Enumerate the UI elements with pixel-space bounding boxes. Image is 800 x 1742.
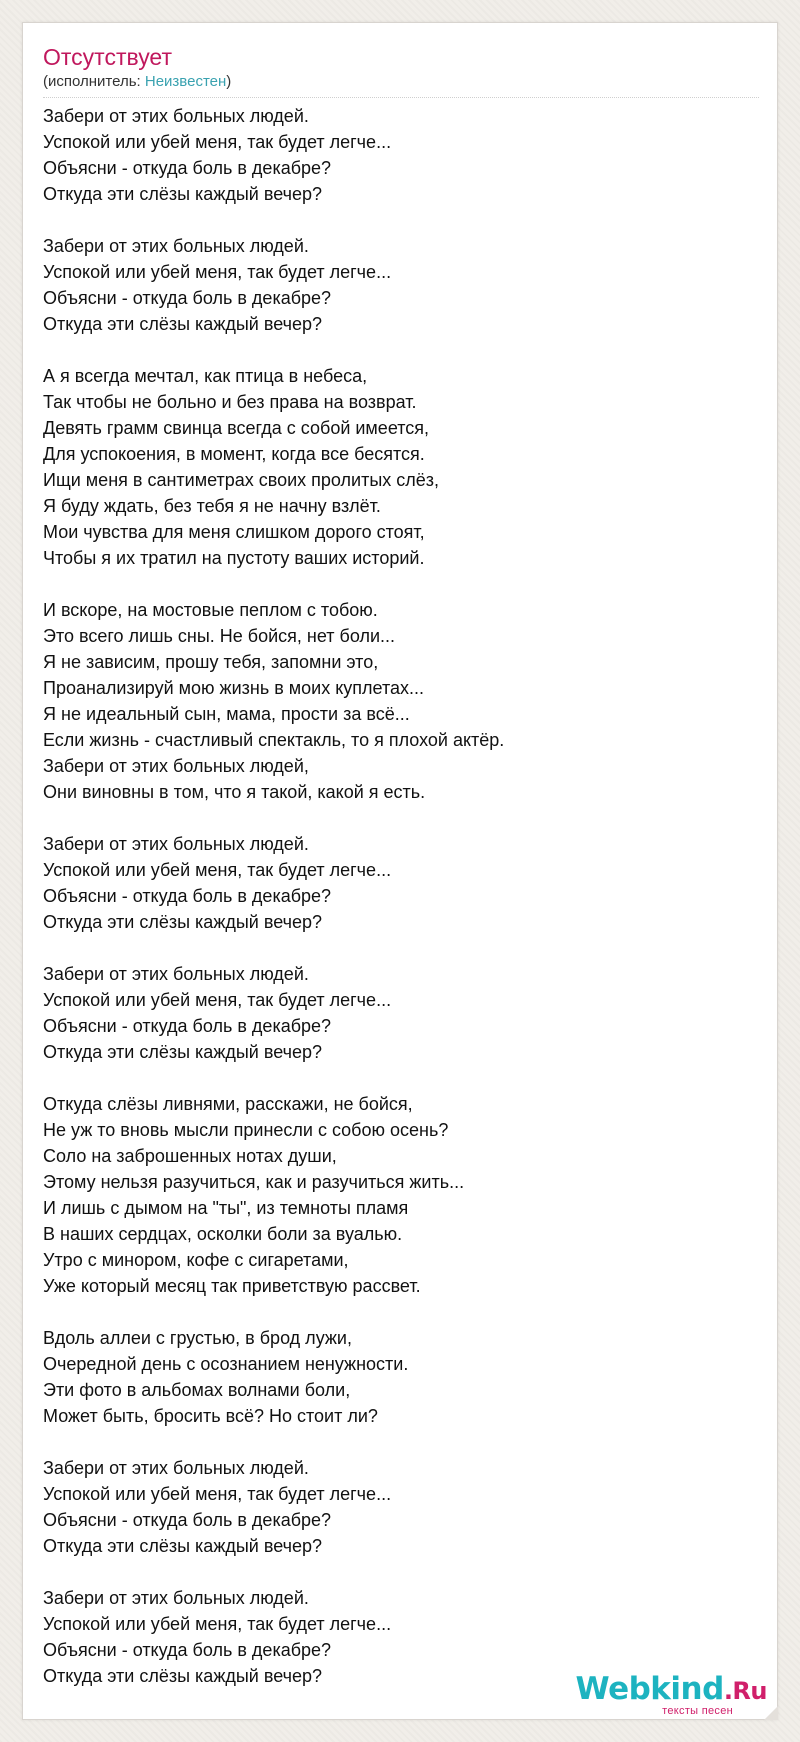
lyrics-line: Объясни - откуда боль в декабре? <box>43 1640 332 1660</box>
lyrics-line: Успокой или убей меня, так будет легче... <box>43 132 392 152</box>
lyrics-line: Забери от этих больных людей. <box>43 236 309 256</box>
lyrics-line: Объясни - откуда боль в декабре? <box>43 1510 332 1530</box>
lyrics-line: Проанализируй мою жизнь в моих куплетах... <box>43 678 425 698</box>
lyrics-line: В наших сердцах, осколки боли за вуалью. <box>43 1224 403 1244</box>
lyrics-line: А я всегда мечтал, как птица в небеса, <box>43 366 368 386</box>
artist-link[interactable]: Неизвестен <box>144 73 227 90</box>
lyrics-line: Забери от этих больных людей. <box>43 1588 309 1608</box>
lyrics-line: Эти фото в альбомах волнами боли, <box>43 1380 351 1400</box>
artist-suffix: ) <box>226 73 232 90</box>
lyrics-line: Я буду ждать, без тебя я не начну взлёт. <box>43 496 381 516</box>
lyrics-line: Уже который месяц так приветствую рассвет. <box>43 1276 421 1296</box>
lyrics-line: Не уж то вновь мысли принесли с собою осень? <box>43 1120 449 1140</box>
lyrics-line: Для успокоения, в момент, когда все бесятся. <box>43 444 425 464</box>
lyrics-line: Откуда эти слёзы каждый вечер? <box>43 1042 323 1062</box>
lyrics-text <box>43 103 759 1715</box>
lyrics-line: Соло на заброшенных нотах души, <box>43 1146 337 1166</box>
lyrics-stanza <box>43 831 759 935</box>
lyrics-line: Забери от этих больных людей. <box>43 106 309 126</box>
lyrics-line: Очередной день с осознанием ненужности. <box>43 1354 409 1374</box>
lyrics-stanza <box>43 597 759 805</box>
lyrics-line: Откуда эти слёзы каждый вечер? <box>43 314 323 334</box>
logo-subtitle: тексты песен <box>662 1705 733 1717</box>
lyrics-line: Объясни - откуда боль в декабре? <box>43 886 332 906</box>
lyrics-line: Если жизнь - счастливый спектакль, то я плохой актёр. <box>43 730 505 750</box>
lyrics-line: Успокой или убей меня, так будет легче... <box>43 262 392 282</box>
artist-line <box>43 73 231 91</box>
lyrics-line: Девять грамм свинца всегда с собой имеется, <box>43 418 430 438</box>
lyrics-stanza <box>43 961 759 1065</box>
lyrics-line: Откуда эти слёзы каждый вечер? <box>43 1666 323 1686</box>
lyrics-line: Откуда эти слёзы каждый вечер? <box>43 1536 323 1556</box>
lyrics-line: Так чтобы не больно и без права на возврат. <box>43 392 417 412</box>
lyrics-line: Забери от этих больных людей. <box>43 964 309 984</box>
lyrics-line: Мои чувства для меня слишком дорого стоят, <box>43 522 425 542</box>
lyrics-line: Чтобы я их тратил на пустоту ваших историй. <box>43 548 425 568</box>
lyrics-line: Я не зависим, прошу тебя, запомни это, <box>43 652 379 672</box>
site-logo[interactable] <box>577 1671 767 1719</box>
lyrics-line: Они виновны в том, что я такой, какой я есть. <box>43 782 426 802</box>
logo-tld: .Ru <box>723 1677 767 1705</box>
lyrics-stanza <box>43 103 759 207</box>
song-title: Отсутствует <box>43 44 172 70</box>
lyrics-line: Успокой или убей меня, так будет легче... <box>43 1484 392 1504</box>
lyrics-line: Откуда эти слёзы каждый вечер? <box>43 912 323 932</box>
lyrics-line: Откуда слёзы ливнями, расскажи, не бойся, <box>43 1094 413 1114</box>
header-divider <box>43 97 759 98</box>
lyrics-line: Я не идеальный сын, мама, прости за всё... <box>43 704 410 724</box>
lyrics-line: Успокой или убей меня, так будет легче... <box>43 1614 392 1634</box>
lyrics-stanza <box>43 1091 759 1299</box>
lyrics-line: Забери от этих больных людей. <box>43 1458 309 1478</box>
lyrics-line: Это всего лишь сны. Не бойся, нет боли... <box>43 626 396 646</box>
lyrics-stanza <box>43 1325 759 1429</box>
lyrics-line: Забери от этих больных людей. <box>43 834 309 854</box>
logo-main: Webkind <box>575 1671 724 1707</box>
lyrics-line: Успокой или убей меня, так будет легче... <box>43 860 392 880</box>
corner-fold <box>764 1706 778 1720</box>
lyrics-line: Ищи меня в сантиметрах своих пролитых слёз, <box>43 470 440 490</box>
lyrics-line: Забери от этих больных людей, <box>43 756 309 776</box>
lyrics-stanza <box>43 363 759 571</box>
lyrics-stanza <box>43 233 759 337</box>
lyrics-line: Утро с минором, кофе с сигаретами, <box>43 1250 349 1270</box>
lyrics-card <box>22 22 778 1720</box>
lyrics-line: Объясни - откуда боль в декабре? <box>43 288 332 308</box>
lyrics-line: Успокой или убей меня, так будет легче... <box>43 990 392 1010</box>
lyrics-line: Откуда эти слёзы каждый вечер? <box>43 184 323 204</box>
lyrics-line: И лишь с дымом на "ты", из темноты пламя <box>43 1198 409 1218</box>
logo-wordmark <box>576 1671 768 1709</box>
lyrics-line: Объясни - откуда боль в декабре? <box>43 158 332 178</box>
lyrics-line: Объясни - откуда боль в декабре? <box>43 1016 332 1036</box>
lyrics-line: Может быть, бросить всё? Но стоит ли? <box>43 1406 378 1426</box>
lyrics-line: Вдоль аллеи с грустью, в брод лужи, <box>43 1328 352 1348</box>
artist-prefix: (исполнитель: <box>43 73 145 90</box>
lyrics-stanza <box>43 1455 759 1559</box>
lyrics-line: И вскоре, на мостовые пеплом с тобою. <box>43 600 378 620</box>
lyrics-line: Этому нельзя разучиться, как и разучиться жить... <box>43 1172 465 1192</box>
